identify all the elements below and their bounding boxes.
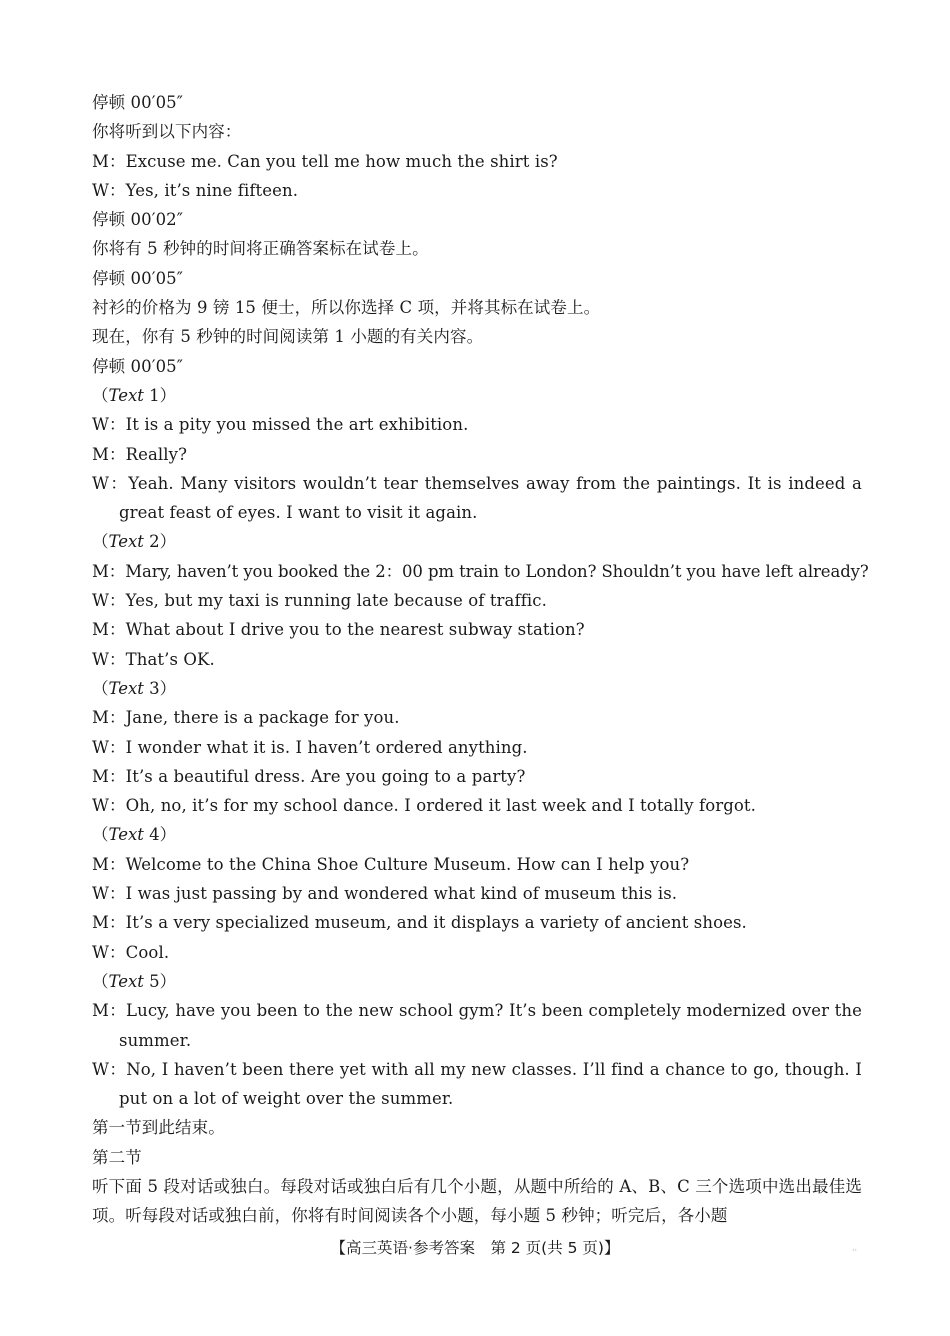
dialogue-line: M：Mary, haven’t you booked the 2：00 pm train to London? Shouldn’t you have left already? (92, 561, 869, 581)
text-label: （Text 2） (92, 532, 177, 552)
dialogue-line: W：It is a pity you missed the art exhibition. (92, 415, 469, 435)
dialogue-line: W：That’s OK. (92, 649, 215, 669)
text-label: （Text 4） (92, 825, 177, 845)
pause-line: 停顿 00′02″ (92, 210, 184, 230)
dialogue-line: M：Jane, there is a package for you. (92, 708, 400, 728)
dialogue-line: W：Yes, it’s nine fifteen. (92, 180, 299, 200)
text-label: （Text 3） (92, 678, 177, 698)
dialogue-line: M：Excuse me. Can you tell me how much the shirt is? (92, 151, 558, 171)
dialogue-line: W：Yeah. Many visitors wouldn’t tear themselves away from the paintings. It is indeed a great feast of eyes. I want to visit it again. (92, 473, 862, 523)
instruction-line: 你将有 5 秒钟的时间将正确答案标在试卷上。 (92, 239, 429, 259)
corner-mark: ·· (852, 1246, 858, 1255)
dialogue-line: M：What about I drive you to the nearest subway station? (92, 620, 585, 640)
page-footer: 【高三英语·参考答案 第 2 页(共 5 页)】 (330, 1239, 620, 1257)
dialogue-line: M：It’s a beautiful dress. Are you going to a party? (92, 766, 526, 786)
explanation-line: 衬衫的价格为 9 镑 15 便士，所以你选择 C 项，并将其标在试卷上。 (92, 298, 601, 318)
document-body (92, 88, 869, 1231)
dialogue-line: M：Really? (92, 444, 188, 464)
instruction-line: 现在，你有 5 秒钟的时间阅读第 1 小题的有关内容。 (92, 327, 484, 347)
dialogue-line: M：It’s a very specialized museum, and it displays a variety of ancient shoes. (92, 913, 747, 933)
section-heading: 第二节 (92, 1147, 142, 1167)
dialogue-line: W：I wonder what it is. I haven’t ordered anything. (92, 737, 528, 757)
dialogue-line: W：Oh, no, it’s for my school dance. I ordered it last week and I totally forgot. (92, 796, 757, 816)
text-label: （Text 1） (92, 385, 177, 405)
section-end-line: 第一节到此结束。 (92, 1118, 225, 1138)
dialogue-line: W：I was just passing by and wondered what kind of museum this is. (92, 884, 678, 904)
dialogue-line: M：Welcome to the China Shoe Culture Museum. How can I help you? (92, 854, 690, 874)
dialogue-line: W：Yes, but my taxi is running late because of traffic. (92, 591, 547, 611)
dialogue-line: M：Lucy, have you been to the new school gym? It’s been completely modernized over the summer. (92, 1001, 862, 1050)
pause-line: 停顿 00′05″ (92, 268, 184, 288)
section-instruction: 听下面 5 段对话或独白。每段对话或独白后有几个小题，从题中所给的 A、B、C 三个选项中选出最佳选项。听每段对话或独白前，你将有时间阅读各个小题，每小题 5 秒钟；听完后，各小题 (92, 1176, 862, 1226)
intro-line: 你将听到以下内容： (92, 122, 242, 142)
pause-line: 停顿 00′05″ (92, 93, 184, 112)
dialogue-line: W：Cool. (92, 942, 170, 962)
text-label: （Text 5） (92, 971, 177, 991)
pause-line: 停顿 00′05″ (92, 356, 184, 376)
dialogue-line: W：No, I haven’t been there yet with all my new classes. I’ll find a chance to go, though. I put on a lot of weight over the summer. (92, 1059, 862, 1109)
